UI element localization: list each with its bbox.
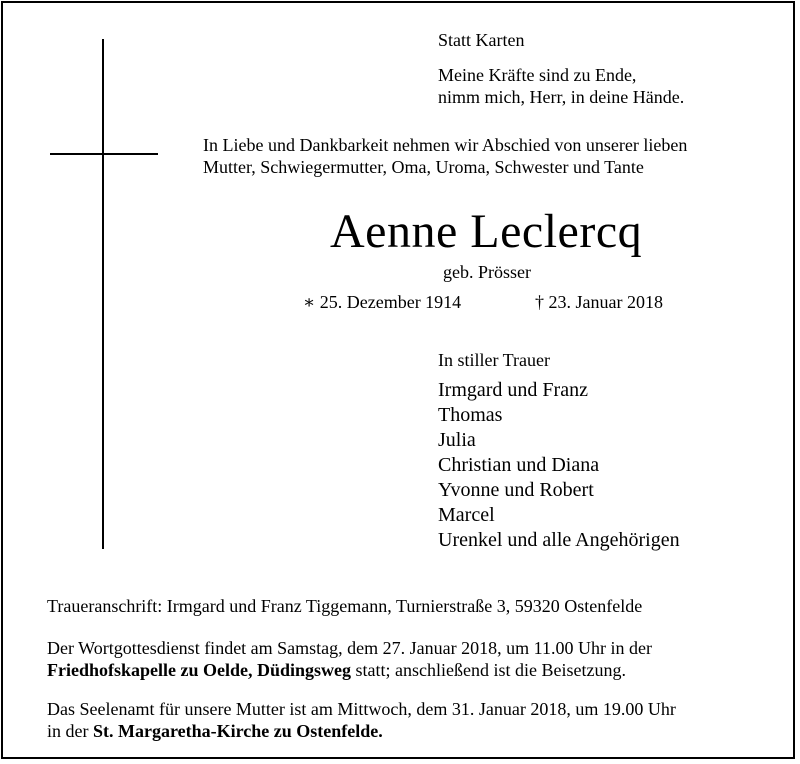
- deceased-name: Aenne Leclercq: [330, 205, 643, 258]
- birth-star-icon: ∗: [303, 292, 316, 312]
- mourner-name: Julia: [438, 429, 476, 451]
- mourning-address: Traueranschrift: Irmgard und Franz Tiggemann, Turnierstraße 3, 59320 Ostenfelde: [47, 596, 643, 616]
- cross-vertical-bar: [102, 39, 104, 549]
- service-line-1: Der Wortgottesdienst findet am Samstag, dem 27. Januar 2018, um 11.00 Uhr in der: [47, 638, 652, 658]
- service-location: Friedhofskapelle zu Oelde, Düdingsweg: [47, 660, 352, 680]
- mourner-name: Thomas: [438, 404, 503, 426]
- statt-karten: Statt Karten: [438, 30, 525, 50]
- birth-date-line: [303, 291, 461, 313]
- verse-line-2: nimm mich, Herr, in deine Hände.: [438, 87, 685, 107]
- mourner-name: Irmgard und Franz: [438, 379, 588, 401]
- service-line-2: [47, 659, 626, 681]
- requiem-location: St. Margaretha-Kirche zu Ostenfelde.: [92, 721, 383, 741]
- announcement-line-2: Mutter, Schwiegermutter, Oma, Uroma, Schwester und Tante: [203, 157, 644, 177]
- requiem-line-2-prefix: in der: [47, 721, 93, 741]
- maiden-name: geb. Prösser: [443, 262, 531, 282]
- mourner-name: Urenkel und alle Angehörigen: [438, 529, 680, 551]
- death-date-line: [535, 291, 663, 313]
- mourner-name: Christian und Diana: [438, 454, 600, 476]
- death-date: 23. Januar 2018: [548, 292, 663, 312]
- announcement-line-1: In Liebe und Dankbarkeit nehmen wir Abschied von unserer lieben: [203, 135, 688, 155]
- requiem-line-1: Das Seelenamt für unsere Mutter ist am Mittwoch, dem 31. Januar 2018, um 19.00 Uhr: [47, 699, 676, 719]
- requiem-line-2: [47, 720, 383, 742]
- cross-horizontal-bar: [50, 153, 158, 155]
- obituary-frame: [1, 1, 795, 759]
- mourner-name: Yvonne und Robert: [438, 479, 594, 501]
- mourner-name: Marcel: [438, 504, 495, 526]
- birth-date: 25. Dezember 1914: [319, 292, 462, 312]
- mourners-heading: In stiller Trauer: [438, 350, 550, 370]
- verse-line-1: Meine Kräfte sind zu Ende,: [438, 65, 637, 85]
- service-line-2-rest: statt; anschließend ist die Beisetzung.: [351, 660, 626, 680]
- death-cross-icon: †: [535, 292, 544, 312]
